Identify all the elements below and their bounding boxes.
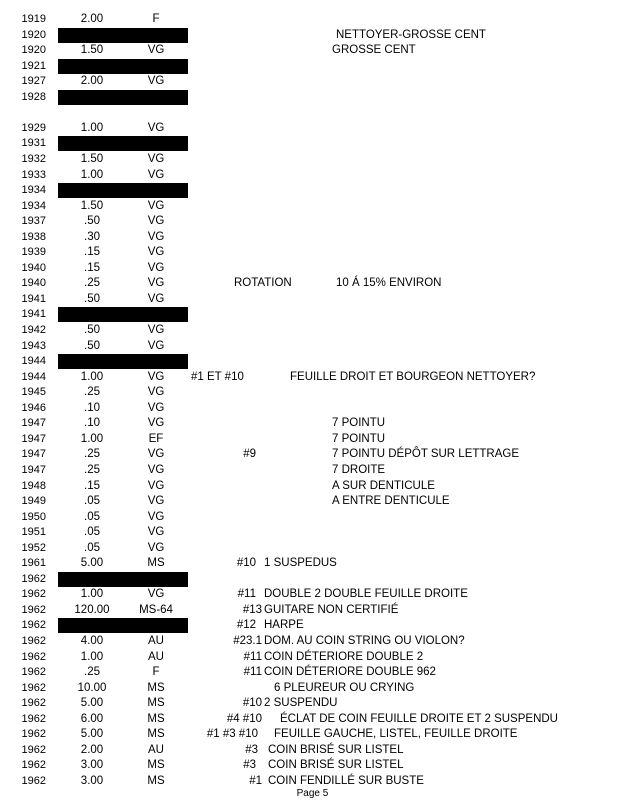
year-cell: 1940 xyxy=(21,277,46,290)
year-cell: 1962 xyxy=(21,774,46,787)
ledger-row xyxy=(0,105,625,120)
grade-cell: VG xyxy=(147,463,165,476)
ledger-row xyxy=(0,541,625,556)
grade-cell: MS xyxy=(147,697,165,710)
year-cell: 1962 xyxy=(21,572,46,585)
year-cell: 1929 xyxy=(21,121,46,134)
ledger-row xyxy=(0,743,625,758)
variety-label: #23.1 xyxy=(233,635,262,647)
redaction-bar xyxy=(58,307,188,322)
grade-cell: VG xyxy=(147,246,165,259)
ledger-row xyxy=(0,727,625,742)
price-cell: 120.00 xyxy=(74,603,110,616)
year-cell: 1941 xyxy=(21,292,46,305)
grade-cell: VG xyxy=(147,75,165,88)
ledger-row xyxy=(0,665,625,680)
year-cell: 1944 xyxy=(21,370,46,383)
grade-cell: VG xyxy=(147,510,165,523)
grade-cell: VG xyxy=(147,588,165,601)
year-cell: 1947 xyxy=(21,417,46,430)
year-cell: 1932 xyxy=(21,152,46,165)
grade-cell: VG xyxy=(147,541,165,554)
ledger-row-redacted xyxy=(0,572,625,587)
variety-label: #3 xyxy=(243,759,256,772)
ledger-row-redacted xyxy=(0,90,625,105)
year-cell: 1939 xyxy=(21,246,46,259)
year-cell: 1946 xyxy=(21,401,46,414)
ledger-row-redacted xyxy=(0,307,625,322)
year-cell: 1947 xyxy=(21,463,46,476)
ledger-row xyxy=(0,121,625,136)
grade-cell: VG xyxy=(147,199,165,212)
grade-cell: MS xyxy=(147,759,165,772)
variety-note: A SUR DENTICULE xyxy=(332,479,435,492)
ledger-row-redacted xyxy=(0,183,625,198)
variety-note: COIN BRISÉ SUR LISTEL xyxy=(268,743,404,756)
ledger-row xyxy=(0,245,625,260)
year-cell: 1920 xyxy=(21,44,46,57)
grade-cell: VG xyxy=(147,417,165,430)
year-cell: 1937 xyxy=(21,215,46,228)
variety-note: COIN DÉTERIORE DOUBLE 2 xyxy=(264,650,424,663)
ledger-row xyxy=(0,774,625,789)
year-cell: 1962 xyxy=(21,650,46,663)
year-cell: 1947 xyxy=(21,432,46,445)
price-cell: 1.50 xyxy=(80,199,104,212)
variety-label: #11 xyxy=(243,666,262,679)
ledger-row xyxy=(0,416,625,431)
ledger-row xyxy=(0,603,625,618)
price-cell: .05 xyxy=(84,541,100,554)
ledger-row xyxy=(0,712,625,727)
grade-cell: VG xyxy=(147,495,165,508)
ledger-row-redacted xyxy=(0,28,625,43)
variety-note: GROSSE CENT xyxy=(332,44,416,57)
grade-cell: F xyxy=(152,666,160,679)
redaction-bar xyxy=(58,28,188,43)
redaction-bar xyxy=(58,90,188,105)
price-cell: 10.00 xyxy=(77,681,107,694)
redaction-bar xyxy=(58,354,188,369)
year-cell: 1944 xyxy=(21,355,46,368)
variety-note: COIN FENDILLÉ SUR BUSTE xyxy=(268,774,424,787)
variety-label: #11 xyxy=(243,650,262,663)
grade-cell: VG xyxy=(147,448,165,461)
grade-cell: VG xyxy=(147,44,165,57)
price-cell: .50 xyxy=(84,215,100,228)
price-cell: .50 xyxy=(84,292,100,305)
ledger-row xyxy=(0,650,625,665)
ledger-row xyxy=(0,696,625,711)
grade-cell: VG xyxy=(147,339,165,352)
grade-cell: VG xyxy=(147,261,165,274)
year-cell: 1948 xyxy=(21,479,46,492)
ledger-row xyxy=(0,681,625,696)
grade-cell: VG xyxy=(147,292,165,305)
year-cell: 1962 xyxy=(21,588,46,601)
variety-note: 10 Á 15% ENVIRON xyxy=(336,277,442,290)
ledger-row xyxy=(0,276,625,291)
year-cell: 1934 xyxy=(21,184,46,197)
ledger-row xyxy=(0,230,625,245)
year-cell: 1961 xyxy=(21,557,46,570)
variety-note: HARPE xyxy=(264,619,304,632)
price-cell: .25 xyxy=(84,463,100,476)
year-cell: 1921 xyxy=(21,59,46,72)
price-cell: 1.50 xyxy=(80,44,104,57)
variety-label: ROTATION xyxy=(234,277,292,290)
year-cell: 1927 xyxy=(21,75,46,88)
ledger-row xyxy=(0,214,625,229)
variety-note: 7 DROITE xyxy=(332,463,386,476)
ledger-row-redacted xyxy=(0,59,625,74)
ledger-row xyxy=(0,339,625,354)
ledger-row xyxy=(0,556,625,571)
grade-cell: AU xyxy=(148,743,164,756)
price-cell: 1.50 xyxy=(80,152,104,165)
variety-label: #13 xyxy=(242,603,262,616)
variety-note: COIN BRISÉ SUR LISTEL xyxy=(268,759,404,772)
variety-label: #9 xyxy=(243,448,256,461)
variety-note: 7 POINTU xyxy=(332,417,386,430)
price-cell: 5.00 xyxy=(80,557,104,570)
grade-cell: MS xyxy=(147,774,165,787)
year-cell: 1941 xyxy=(21,308,46,321)
variety-note: A ENTRE DENTICULE xyxy=(332,495,450,508)
year-cell: 1942 xyxy=(21,324,46,336)
year-cell: 1934 xyxy=(21,199,46,212)
price-cell: 5.00 xyxy=(80,728,104,741)
year-cell: 1962 xyxy=(21,619,46,632)
variety-note: 7 POINTU xyxy=(332,432,386,445)
grade-cell: VG xyxy=(147,526,165,539)
price-cell: 2.00 xyxy=(80,75,104,88)
ledger-row-redacted xyxy=(0,618,625,633)
price-cell: .10 xyxy=(84,417,100,430)
grade-cell: MS xyxy=(147,681,165,694)
variety-note: 2 SUSPENDU xyxy=(264,697,338,710)
ledger-row xyxy=(0,401,625,416)
year-cell: 1945 xyxy=(21,386,46,399)
ledger-row xyxy=(0,432,625,447)
year-cell: 1938 xyxy=(21,230,46,243)
price-cell: 6.00 xyxy=(80,712,104,725)
variety-label: #11 xyxy=(237,588,256,601)
year-cell: 1962 xyxy=(21,728,46,741)
ledger-row xyxy=(0,168,625,183)
grade-cell: VG xyxy=(147,370,165,383)
year-cell: 1931 xyxy=(21,137,46,150)
year-cell: 1919 xyxy=(21,13,46,25)
price-cell: .50 xyxy=(84,339,100,352)
grade-cell: VG xyxy=(147,277,165,290)
year-cell: 1962 xyxy=(21,759,46,772)
variety-label: #10 xyxy=(242,697,262,710)
grade-cell: VG xyxy=(147,215,165,228)
price-cell: .25 xyxy=(84,386,100,399)
price-cell: 1.00 xyxy=(80,370,104,383)
year-cell: 1962 xyxy=(21,743,46,756)
price-cell: 1.00 xyxy=(80,168,104,181)
price-cell: 3.00 xyxy=(80,759,104,772)
grade-cell: VG xyxy=(147,230,165,243)
redaction-bar xyxy=(58,572,188,587)
variety-label: #12 xyxy=(236,619,256,632)
variety-note: 7 POINTU DÉPÔT SUR LETTRAGE xyxy=(332,448,520,461)
price-cell: 2.00 xyxy=(80,743,104,756)
year-cell: 1952 xyxy=(21,541,46,554)
year-cell: 1947 xyxy=(21,448,46,461)
variety-label: #10 xyxy=(236,557,256,570)
price-cell: .05 xyxy=(84,510,100,523)
ledger-row-redacted xyxy=(0,354,625,369)
ledger-row xyxy=(0,510,625,525)
grade-cell: VG xyxy=(147,121,165,134)
grade-cell: F xyxy=(152,13,160,25)
grade-cell: VG xyxy=(147,401,165,414)
variety-note: FEUILLE GAUCHE, LISTEL, FEUILLE DROITE xyxy=(274,728,518,741)
price-cell: 4.00 xyxy=(80,635,104,647)
ledger-row xyxy=(0,758,625,773)
year-cell: 1928 xyxy=(21,90,46,103)
grade-cell: MS xyxy=(147,557,165,570)
ledger-row xyxy=(0,74,625,89)
year-cell: 1950 xyxy=(21,510,46,523)
grade-cell: VG xyxy=(147,324,165,336)
year-cell: 1962 xyxy=(21,666,46,679)
year-cell: 1949 xyxy=(21,495,46,508)
ledger-row xyxy=(0,199,625,214)
variety-label: #1 ET #10 xyxy=(191,370,244,383)
ledger-row xyxy=(0,12,625,27)
grade-cell: MS-64 xyxy=(139,603,173,616)
price-cell: .15 xyxy=(84,479,100,492)
year-cell: 1962 xyxy=(21,681,46,694)
price-cell: 1.00 xyxy=(80,650,104,663)
price-cell: 2.00 xyxy=(80,13,104,25)
year-cell: 1933 xyxy=(21,168,46,181)
price-cell: 1.00 xyxy=(80,121,104,134)
grade-cell: MS xyxy=(147,712,165,725)
price-cell: .15 xyxy=(84,261,100,274)
price-cell: .30 xyxy=(84,230,100,243)
price-cell: .25 xyxy=(84,277,100,290)
year-cell: 1943 xyxy=(21,339,46,352)
year-cell: 1962 xyxy=(21,712,46,725)
grade-cell: AU xyxy=(148,650,164,663)
ledger-row xyxy=(0,494,625,509)
ledger-row-redacted xyxy=(0,136,625,151)
price-cell: .25 xyxy=(84,448,100,461)
ledger-row xyxy=(0,43,625,58)
variety-note: 6 PLEUREUR OU CRYING xyxy=(274,681,415,694)
price-cell: .05 xyxy=(84,526,100,539)
ledger-row xyxy=(0,385,625,400)
variety-note: GUITARE NON CERTIFIÉ xyxy=(264,603,399,616)
price-cell: 1.00 xyxy=(80,588,104,601)
ledger-row xyxy=(0,447,625,462)
variety-label: #3 xyxy=(245,743,258,756)
variety-note: ÉCLAT DE COIN FEUILLE DROITE ET 2 SUSPENDU xyxy=(280,712,558,725)
ledger-row xyxy=(0,479,625,494)
variety-label: #1 xyxy=(249,774,262,787)
year-cell: 1920 xyxy=(21,28,46,41)
grade-cell: MS xyxy=(147,728,165,741)
year-cell: 1962 xyxy=(21,635,46,647)
price-cell: 3.00 xyxy=(80,774,104,787)
ledger-row xyxy=(0,323,625,338)
redaction-bar xyxy=(58,59,188,74)
year-cell: 1940 xyxy=(21,261,46,274)
page-footer: Page 5 xyxy=(296,788,329,799)
ledger-row xyxy=(0,370,625,385)
variety-note: COIN DÉTERIORE DOUBLE 962 xyxy=(264,666,436,679)
ledger-row xyxy=(0,634,625,649)
ledger-row xyxy=(0,463,625,478)
ledger-row xyxy=(0,261,625,276)
variety-label: #1 #3 #10 xyxy=(206,728,258,741)
price-cell: 5.00 xyxy=(80,697,104,710)
variety-note: NETTOYER-GROSSE CENT xyxy=(336,28,486,41)
grade-cell: VG xyxy=(147,168,165,181)
grade-cell: AU xyxy=(148,635,164,647)
year-cell: 1962 xyxy=(21,603,46,616)
variety-note: DOUBLE 2 DOUBLE FEUILLE DROITE xyxy=(264,588,468,601)
ledger-row xyxy=(0,292,625,307)
redaction-bar xyxy=(58,136,188,151)
grade-cell: VG xyxy=(147,479,165,492)
variety-label: #4 #10 xyxy=(226,712,262,725)
price-cell: .50 xyxy=(84,324,100,336)
grade-cell: VG xyxy=(147,152,165,165)
price-cell: .15 xyxy=(84,246,100,259)
redaction-bar xyxy=(58,618,188,633)
ledger-row xyxy=(0,525,625,540)
price-cell: 1.00 xyxy=(80,432,104,445)
redaction-bar xyxy=(58,183,188,198)
price-cell: .25 xyxy=(84,666,100,679)
year-cell: 1951 xyxy=(21,526,46,539)
grade-cell: EF xyxy=(148,432,164,445)
ledger-row xyxy=(0,587,625,602)
price-cell: .05 xyxy=(84,495,100,508)
year-cell: 1962 xyxy=(21,697,46,710)
variety-note: FEUILLE DROIT ET BOURGEON NETTOYER? xyxy=(290,370,536,383)
grade-cell: VG xyxy=(147,386,165,399)
ledger-row xyxy=(0,152,625,167)
variety-note: 1 SUSPEDUS xyxy=(264,557,337,570)
variety-note: DOM. AU COIN STRING OU VIOLON? xyxy=(264,635,465,647)
price-cell: .10 xyxy=(84,401,100,414)
